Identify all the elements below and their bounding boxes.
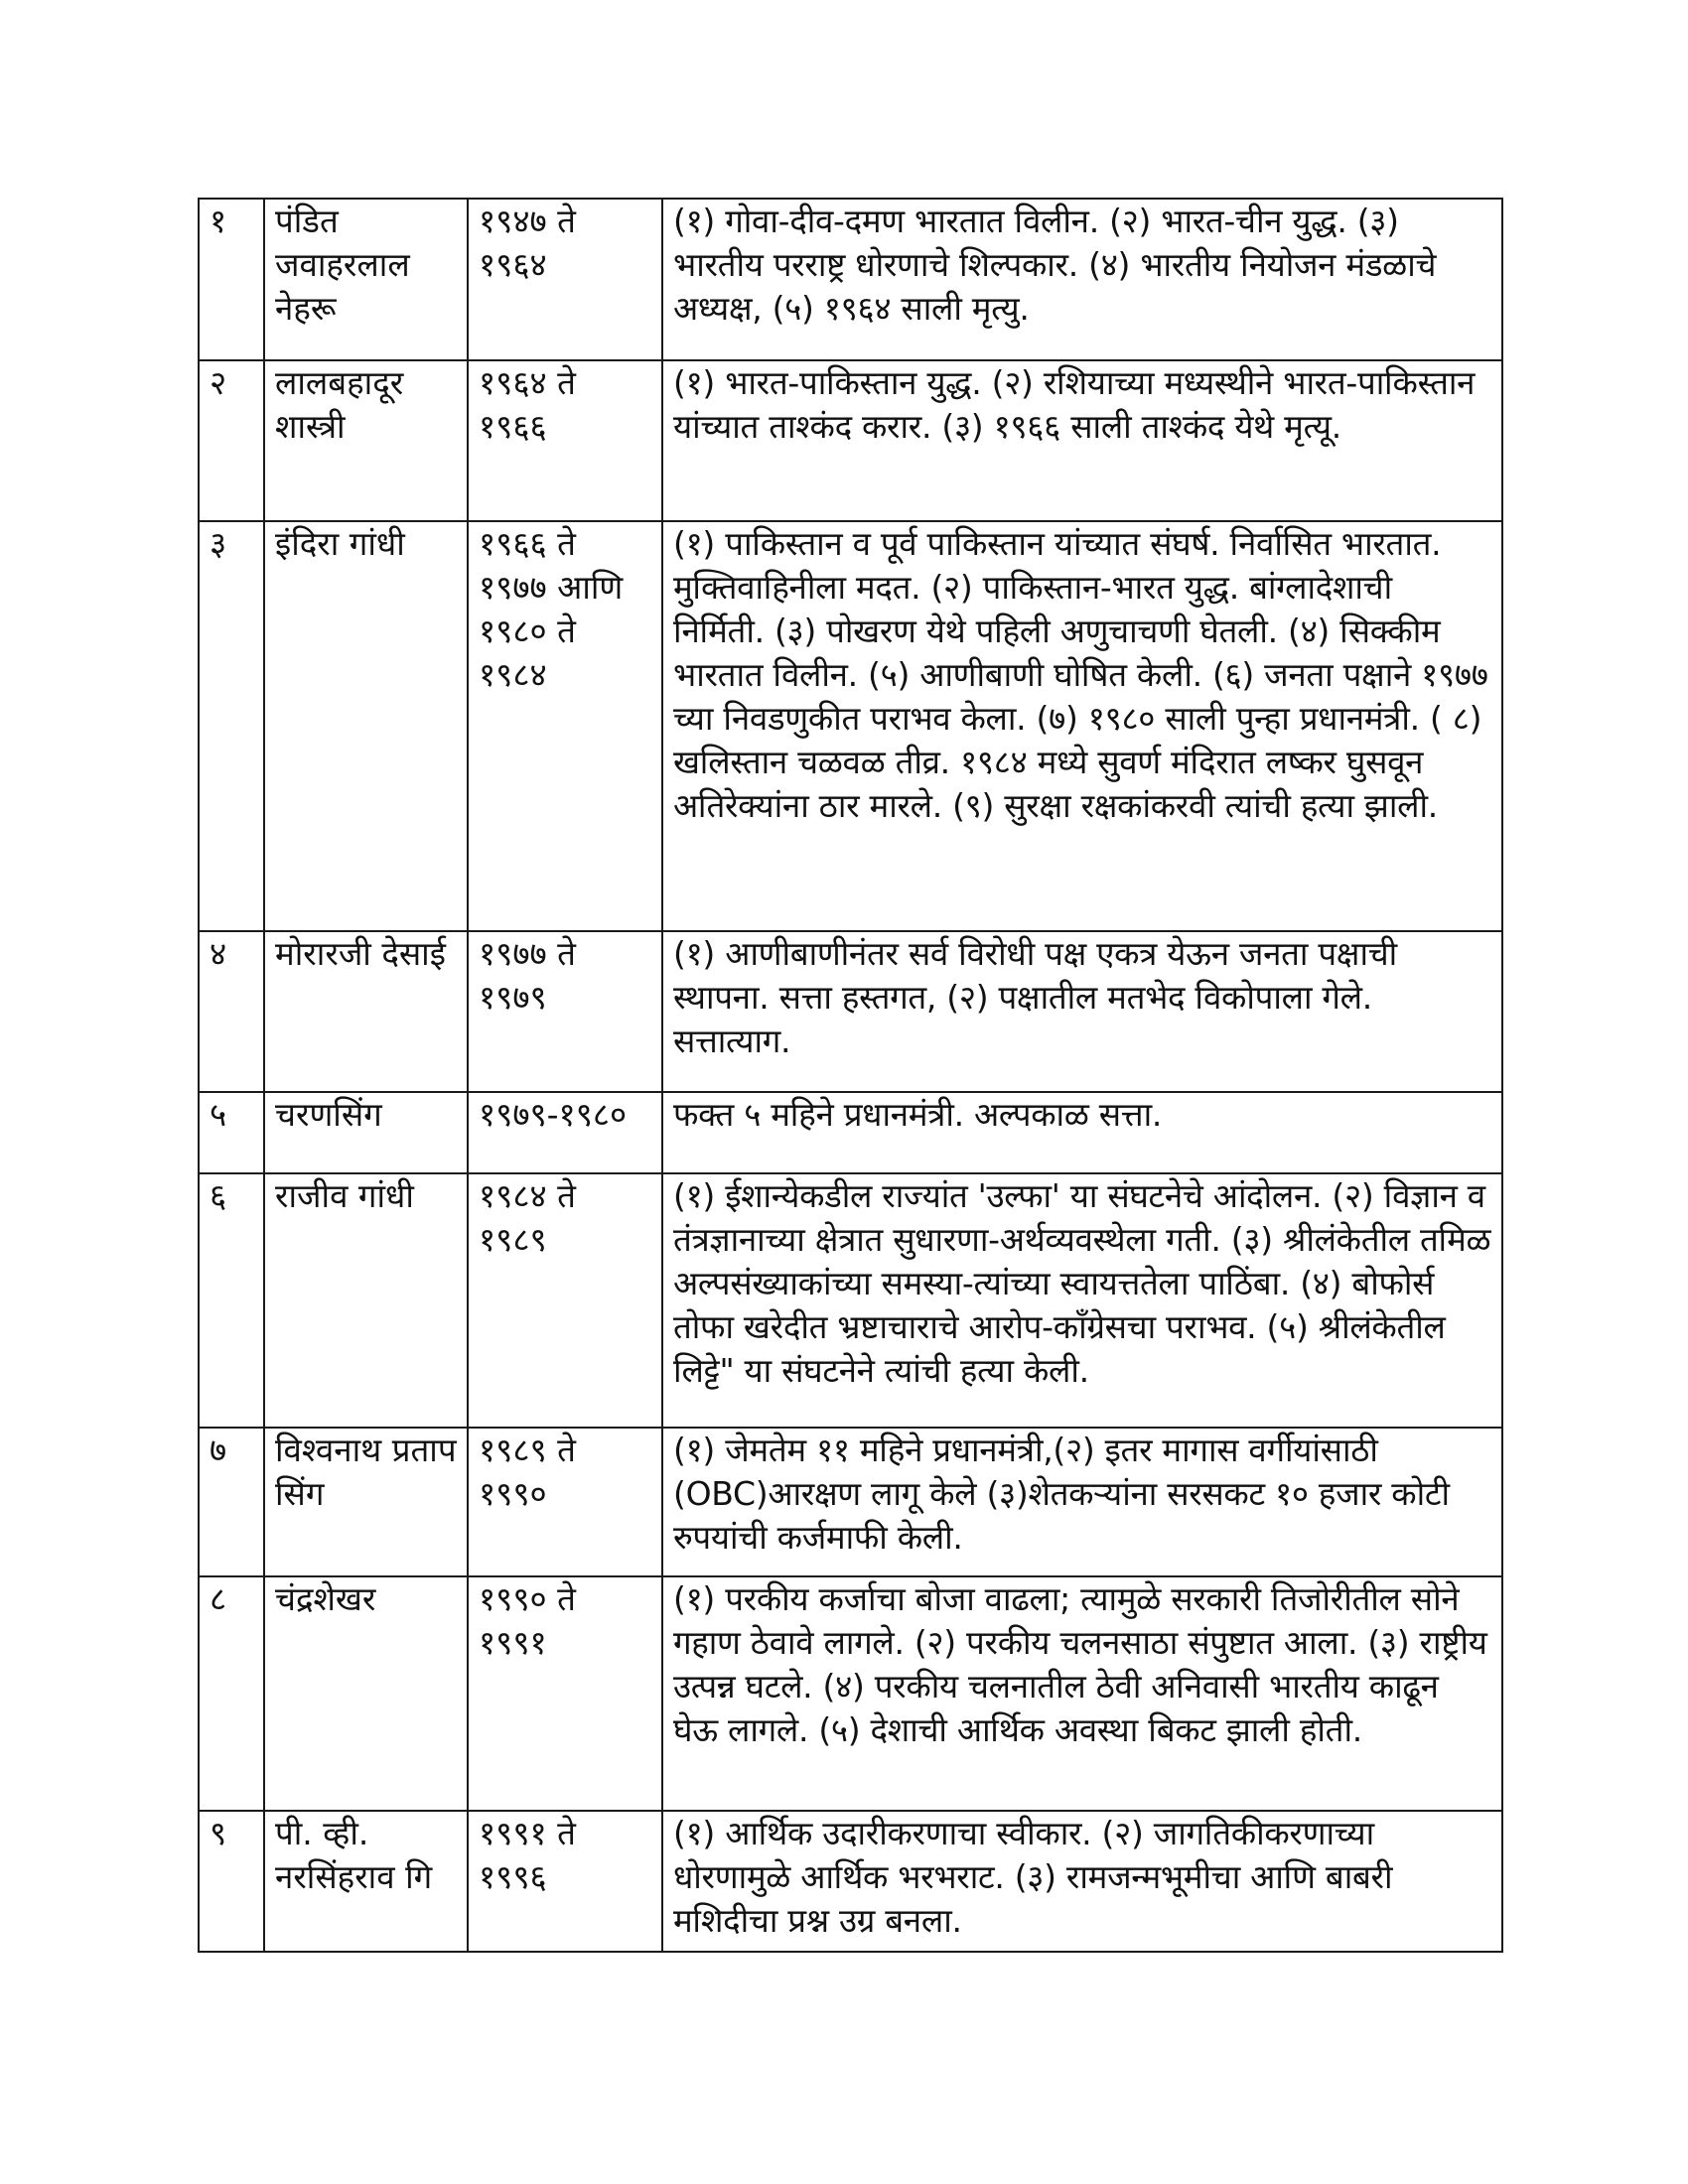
prime-ministers-table xyxy=(198,198,1503,1953)
tenure-period: १९६४ ते १९६६ xyxy=(468,360,662,521)
pm-name: चरणसिंग xyxy=(264,1092,468,1173)
row-number: ३ xyxy=(199,521,264,931)
tenure-period: १९६६ ते १९७७ आणि १९८० ते १९८४ xyxy=(468,521,662,931)
table-row xyxy=(199,1576,1502,1811)
table-row xyxy=(199,1092,1502,1173)
row-number: ६ xyxy=(199,1173,264,1428)
tenure-period: १९८४ ते १९८९ xyxy=(468,1173,662,1428)
table-row xyxy=(199,199,1502,360)
row-number: ९ xyxy=(199,1811,264,1952)
key-events: (१) भारत-पाकिस्तान युद्ध. (२) रशियाच्या मध्यस्थीने भारत-पाकिस्तान यांच्यात ताश्कंद करार. (३) १९६६ साली ताश्कंद येथे मृत्यू. xyxy=(662,360,1502,521)
row-number: ४ xyxy=(199,931,264,1092)
table-row xyxy=(199,931,1502,1092)
row-number: ८ xyxy=(199,1576,264,1811)
table-row xyxy=(199,1173,1502,1428)
pm-name: विश्वनाथ प्रताप सिंग xyxy=(264,1428,468,1576)
pm-name: पंडित जवाहरलाल नेहरू xyxy=(264,199,468,360)
key-events: (१) जेमतेम ११ महिने प्रधानमंत्री,(२) इतर मागास वर्गीयांसाठी (OBC)आरक्षण लागू केले (३)शेतकऱ्यांना सरसकट १० हजार कोटी रुपयांची कर्जमाफी केली. xyxy=(662,1428,1502,1576)
tenure-period: १९७९-१९८० xyxy=(468,1092,662,1173)
tenure-period: १९४७ ते १९६४ xyxy=(468,199,662,360)
tenure-period: १९८९ ते १९९० xyxy=(468,1428,662,1576)
tenure-period: १९७७ ते १९७९ xyxy=(468,931,662,1092)
row-number: १ xyxy=(199,199,264,360)
row-number: २ xyxy=(199,360,264,521)
key-events: (१) ईशान्येकडील राज्यांत 'उल्फा' या संघटनेचे आंदोलन. (२) विज्ञान व तंत्रज्ञानाच्या क्षेत्रात सुधारणा-अर्थव्यवस्थेला गती. (३) श्रीलंकेतील तमिळ अल्पसंख्याकांच्या समस्या-त्यांच्या स्वायत्ततेला पाठिंबा. (४) बोफोर्स तोफा खरेदीत भ्रष्टाचाराचे आरोप-काँग्रेसचा पराभव. (५) श्रीलंकेतील लिट्टे" या संघटनेने त्यांची हत्या केली. xyxy=(662,1173,1502,1428)
tenure-period: १९९० ते १९९१ xyxy=(468,1576,662,1811)
key-events: फक्त ५ महिने प्रधानमंत्री. अल्पकाळ सत्ता. xyxy=(662,1092,1502,1173)
row-number: ५ xyxy=(199,1092,264,1173)
table-row xyxy=(199,1428,1502,1576)
row-number: ७ xyxy=(199,1428,264,1576)
pm-name: इंदिरा गांधी xyxy=(264,521,468,931)
table-row xyxy=(199,1811,1502,1952)
key-events: (१) आर्थिक उदारीकरणाचा स्वीकार. (२) जागतिकीकरणाच्या धोरणामुळे आर्थिक भरभराट. (३) रामजन्मभूमीचा आणि बाबरी मशिदीचा प्रश्न उग्र बनला. xyxy=(662,1811,1502,1952)
pm-name: पी. व्ही. नरसिंहराव गि xyxy=(264,1811,468,1952)
pm-name: चंद्रशेखर xyxy=(264,1576,468,1811)
key-events: (१) पाकिस्तान व पूर्व पाकिस्तान यांच्यात संघर्ष. निर्वासित भारतात. मुक्तिवाहिनीला मदत. (२) पाकिस्तान-भारत युद्ध. बांग्लादेशाची निर्मिती. (३) पोखरण येथे पहिली अणुचाचणी घेतली. (४) सिक्कीम भारतात विलीन. (५) आणीबाणी घोषित केली. (६) जनता पक्षाने १९७७ च्या निवडणुकीत पराभव केला. (७) १९८० साली पुन्हा प्रधानमंत्री. ( ८) खलिस्तान चळवळ तीव्र. १९८४ मध्ये सुवर्ण मंदिरात लष्कर घुसवून अतिरेक्यांना ठार मारले. (९) सुरक्षा रक्षकांकरवी त्यांची हत्या झाली. xyxy=(662,521,1502,931)
key-events: (१) आणीबाणीनंतर सर्व विरोधी पक्ष एकत्र येऊन जनता पक्षाची स्थापना. सत्ता हस्तगत, (२) पक्षातील मतभेद विकोपाला गेले. सत्तात्याग. xyxy=(662,931,1502,1092)
table-row xyxy=(199,360,1502,521)
pm-name: लालबहादूर शास्त्री xyxy=(264,360,468,521)
pm-name: मोरारजी देसाई xyxy=(264,931,468,1092)
key-events: (१) गोवा-दीव-दमण भारतात विलीन. (२) भारत-चीन युद्ध. (३) भारतीय परराष्ट्र धोरणाचे शिल्पकार. (४) भारतीय नियोजन मंडळाचे अध्यक्ष, (५) १९६४ साली मृत्यु. xyxy=(662,199,1502,360)
tenure-period: १९९१ ते १९९६ xyxy=(468,1811,662,1952)
key-events: (१) परकीय कर्जाचा बोजा वाढला; त्यामुळे सरकारी तिजोरीतील सोने गहाण ठेवावे लागले. (२) परकीय चलनसाठा संपुष्टात आला. (३) राष्ट्रीय उत्पन्न घटले. (४) परकीय चलनातील ठेवी अनिवासी भारतीय काढून घेऊ लागले. (५) देशाची आर्थिक अवस्था बिकट झाली होती. xyxy=(662,1576,1502,1811)
pm-name: राजीव गांधी xyxy=(264,1173,468,1428)
table-row xyxy=(199,521,1502,931)
